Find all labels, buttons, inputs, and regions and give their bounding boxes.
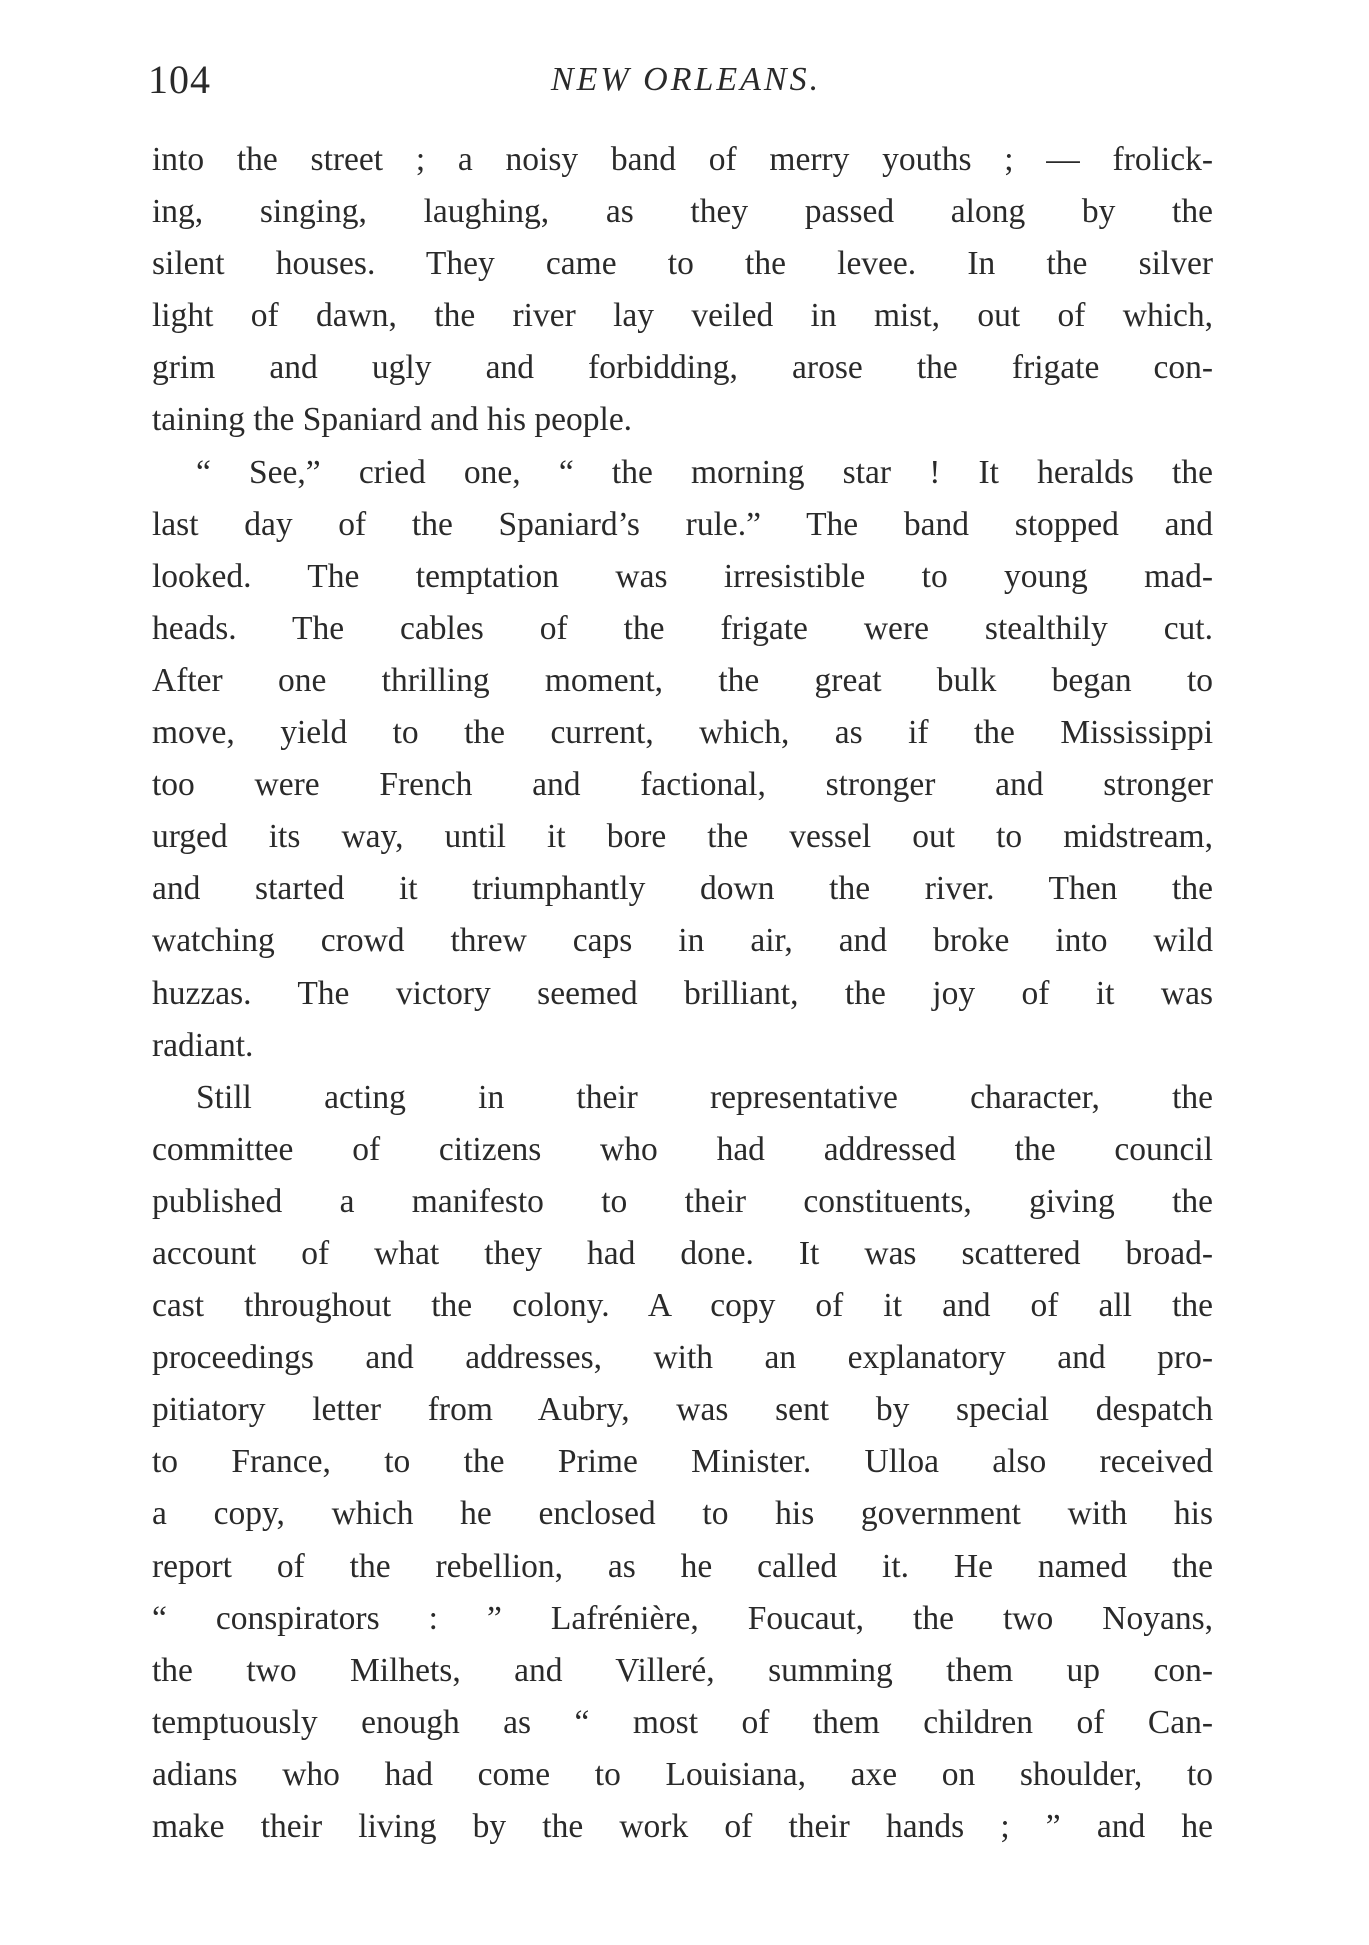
text-line: a copy, which he enclosed to his government with his xyxy=(152,1495,1213,1533)
text-line: looked. The temptation was irresistible to young mad- xyxy=(152,557,1213,595)
text-line: move, yield to the current, which, as if the Mississippi xyxy=(152,714,1213,752)
running-head xyxy=(148,52,1224,108)
body-text xyxy=(152,134,1213,1853)
text-line: last day of the Spaniard’s rule.” The band stopped and xyxy=(152,505,1213,543)
text-line: and started it triumphantly down the river. Then the xyxy=(152,870,1213,908)
text-line: light of dawn, the river lay veiled in mist, out of which, xyxy=(152,297,1213,335)
text-line: After one thrilling moment, the great bulk began to xyxy=(152,661,1213,699)
text-line: to France, to the Prime Minister. Ulloa also received xyxy=(152,1443,1213,1481)
text-line: report of the rebellion, as he called it. He named the xyxy=(152,1547,1213,1585)
text-line: “ conspirators : ” Lafrénière, Foucaut, the two Noyans, xyxy=(152,1599,1213,1637)
text-line: too were French and factional, stronger and stronger xyxy=(152,766,1213,804)
text-line: huzzas. The victory seemed brilliant, the joy of it was xyxy=(152,974,1213,1012)
paragraph-first-line: “ See,” cried one, “ the morning star ! It heralds the xyxy=(196,453,1213,491)
running-title: NEW ORLEANS. xyxy=(550,61,822,98)
text-line: the two Milhets, and Villeré, summing them up con- xyxy=(152,1651,1213,1689)
text-line: proceedings and addresses, with an explanatory and pro- xyxy=(152,1339,1213,1377)
paragraph-first-line: Still acting in their representative character, the xyxy=(196,1078,1213,1116)
text-line: taining the Spaniard and his people. xyxy=(152,401,633,439)
text-line: published a manifesto to their constituents, giving the xyxy=(152,1182,1213,1220)
text-line: adians who had come to Louisiana, axe on shoulder, to xyxy=(152,1755,1213,1793)
text-line: account of what they had done. It was scattered broad- xyxy=(152,1234,1213,1272)
text-line: watching crowd threw caps in air, and broke into wild xyxy=(152,922,1213,960)
text-line: cast throughout the colony. A copy of it and of all the xyxy=(152,1287,1213,1325)
text-line: ing, singing, laughing, as they passed along by the xyxy=(152,193,1213,231)
text-line: silent houses. They came to the levee. In the silver xyxy=(152,245,1213,283)
text-line: into the street ; a noisy band of merry youths ; — frolick- xyxy=(152,141,1213,178)
text-line: pitiatory letter from Aubry, was sent by special despatch xyxy=(152,1391,1213,1429)
text-line: heads. The cables of the frigate were stealthily cut. xyxy=(152,609,1213,647)
text-line: temptuously enough as “ most of them children of Can- xyxy=(152,1703,1213,1741)
page-number: 104 xyxy=(148,57,211,102)
text-line: committee of citizens who had addressed the council xyxy=(152,1130,1213,1168)
text-line: make their living by the work of their hands ; ” and he xyxy=(152,1808,1213,1845)
text-line: radiant. xyxy=(152,1026,254,1064)
text-line: grim and ugly and forbidding, arose the frigate con- xyxy=(152,349,1213,387)
text-line: urged its way, until it bore the vessel out to midstream, xyxy=(152,818,1213,856)
